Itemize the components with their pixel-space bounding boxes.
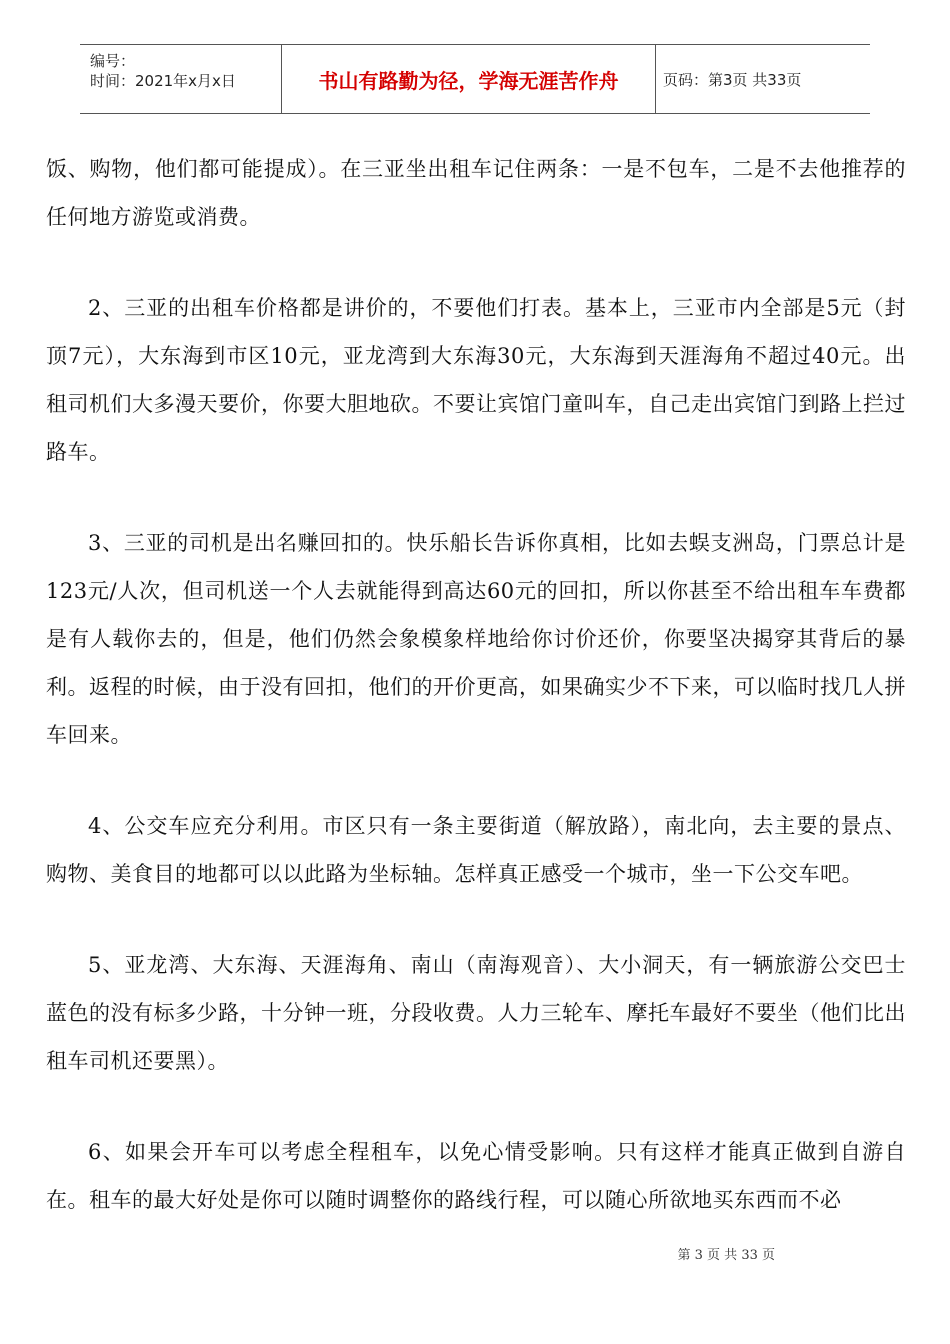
header-meta	[90, 51, 236, 91]
paragraph-tour-bus: 5、亚龙湾、大东海、天涯海角、南山（南海观音）、大小洞天，有一辆旅游公交巴士蓝色的没有标多少路，十分钟一班，分段收费。人力三轮车、摩托车最好不要坐（他们比出租车司机还要黑）。	[46, 953, 906, 1073]
page-footer	[0, 1244, 950, 1263]
date-label: 时间：2021年x月x日	[90, 72, 236, 90]
paragraph-continuation: 饭、购物，他们都可能提成）。在三亚坐出租车记住两条：一是不包车，二是不去他推荐的任何地方游览或消费。	[46, 157, 906, 229]
number-label: 编号：	[90, 52, 136, 70]
header-motto: 书山有路勤为径，学海无涯苦作舟	[318, 68, 619, 93]
paragraph-public-bus: 4、公交车应充分利用。市区只有一条主要街道（解放路），南北向，去主要的景点、购物、美食目的地都可以以此路为坐标轴。怎样真正感受一个城市，坐一下公交车吧。	[46, 814, 906, 886]
page-header	[80, 44, 870, 114]
header-page-info: 页码：第3页 共33页	[663, 70, 802, 89]
header-divider	[655, 45, 656, 113]
footer-page-number: 第 3 页 共 33 页	[677, 1248, 775, 1263]
paragraph-driver-kickbacks: 3、三亚的司机是出名赚回扣的。快乐船长告诉你真相，比如去蜈支洲岛，门票总计是123元/人次，但司机送一个人去就能得到高达60元的回扣，所以你甚至不给出租车车费都是有人载你去的，但是，他们仍然会象模象样地给你讨价还价，你要坚决揭穿其背后的暴利。返程的时候，由于没有回扣，他们的开价更高，如果确实少不下来，可以临时找几人拼车回来。	[46, 531, 906, 747]
document-body	[46, 145, 906, 1267]
paragraph-car-rental: 6、如果会开车可以考虑全程租车，以免心情受影响。只有这样才能真正做到自游自在。租车的最大好处是你可以随时调整你的路线行程，可以随心所欲地买东西而不必	[46, 1140, 906, 1212]
paragraph-taxi-pricing: 2、三亚的出租车价格都是讲价的，不要他们打表。基本上，三亚市内全部是5元（封顶7元），大东海到市区10元，亚龙湾到大东海30元，大东海到天涯海角不超过40元。出租司机们大多漫天要价，你要大胆地砍。不要让宾馆门童叫车，自己走出宾馆门到路上拦过路车。	[46, 296, 906, 464]
